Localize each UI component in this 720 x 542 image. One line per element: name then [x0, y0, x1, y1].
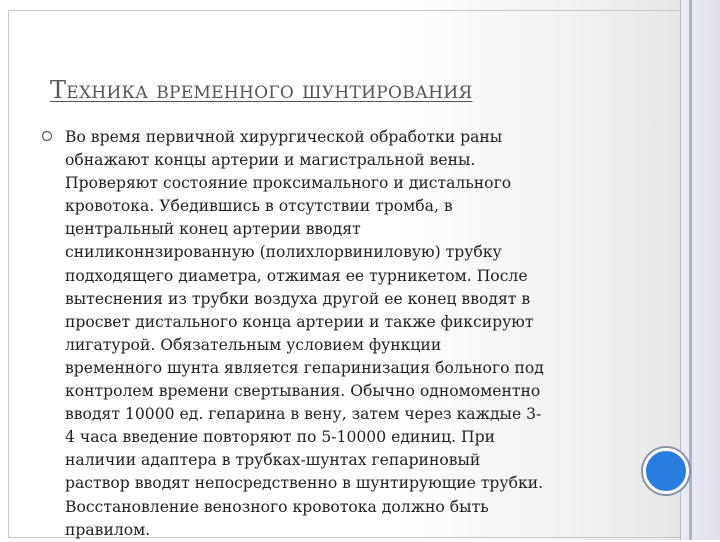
- paragraph-line: подходящего диаметра, отжимая ее турникетом. После: [65, 266, 528, 285]
- paragraph-line: Проверяют состояние проксимального и дистального: [65, 174, 512, 193]
- paragraph-line: временного шунта является гепаринизация больного под: [65, 358, 544, 377]
- paragraph-line: 4 часа введение повторяют по 5-10000 единиц. При: [65, 428, 496, 447]
- paragraph-line: правилом.: [65, 520, 151, 539]
- paragraph-line: центральный конец артерии вводят: [65, 220, 361, 239]
- paragraph-line: раствор вводят непосредственно в шунтирующие трубки.: [65, 474, 544, 493]
- paragraph-line: обнажают концы артерии и магистральной вены.: [65, 151, 476, 170]
- paragraph-line: сниликоннзированную (полихлорвиниловую) трубку: [65, 243, 502, 262]
- body-paragraph: [65, 126, 630, 542]
- paragraph-line: Восстановление венозного кровотока должно быть: [65, 497, 489, 516]
- paragraph-line: вытеснения из трубки воздуха другой ее конец вводят в: [65, 289, 531, 308]
- right-decorative-line: [689, 0, 692, 540]
- paragraph-line: просвет дистального конца артерии и также фиксируют: [65, 312, 534, 331]
- paragraph-line: вводят 10000 ед. гепарина в вену, затем через каждые 3-: [65, 405, 542, 424]
- blue-circle-decoration: [643, 448, 689, 494]
- paragraph-line: лигатурой. Обязательным условием функции: [65, 335, 442, 354]
- slide-title: Техника временного шунтирования: [50, 76, 473, 104]
- hollow-circle-bullet-icon: [41, 130, 53, 142]
- paragraph-line: наличии адаптера в трубках-шунтах гепариновый: [65, 451, 481, 470]
- paragraph-line: кровотока. Убедившись в отсутствии тромба, в: [65, 197, 453, 216]
- paragraph-line: Во время первичной хирургической обработки раны: [65, 128, 503, 146]
- paragraph-line: контролем времени свертывания. Обычно одномоментно: [65, 382, 541, 401]
